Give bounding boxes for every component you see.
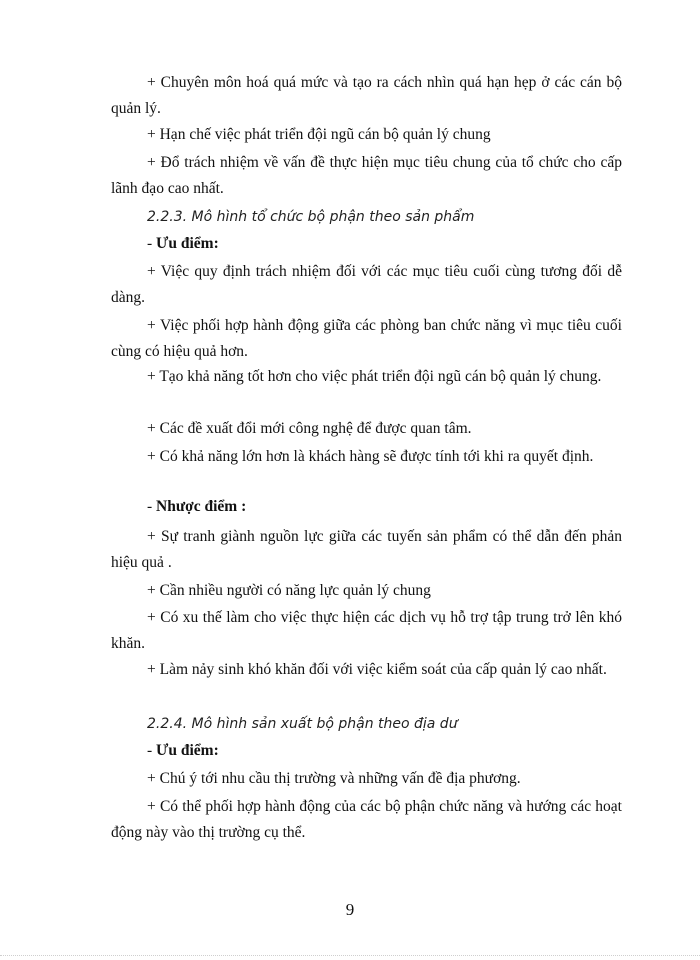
paragraph: + Có thể phối hợp hành động của các bộ phận chức năng và hướng các hoạt động này vào thị trường cụ thể. (111, 798, 622, 841)
paragraph: + Cần nhiều người có năng lực quản lý chung (147, 582, 431, 599)
paragraph: + Chuyên môn hoá quá mức và tạo ra cách nhìn quá hạn hẹp ở các cán bộ quản lý. (111, 74, 622, 117)
paragraph: + Chú ý tới nhu cầu thị trường và những vấn đề địa phương. (147, 770, 521, 787)
paragraph: + Hạn chế việc phát triển đội ngũ cán bộ quản lý chung (147, 126, 491, 143)
subsection-label (147, 233, 219, 255)
paragraph: + Sự tranh giành nguồn lực giữa các tuyến sản phẩm có thể dẫn đến phản hiệu quả . (111, 528, 622, 571)
dash: - (147, 498, 153, 515)
paragraph: + Làm nảy sinh khó khăn đối với việc kiểm soát của cấp quản lý cao nhất. (147, 661, 607, 678)
label-text: Ưu điểm: (156, 235, 219, 252)
paragraph: + Có xu thế làm cho việc thực hiện các dịch vụ hỗ trợ tập trung trở lên khó khăn. (111, 609, 622, 652)
label-text: Ưu điểm: (156, 742, 219, 759)
paragraph: + Các đề xuất đổi mới công nghệ để được quan tâm. (147, 420, 472, 437)
section-heading: 2.2.3. Mô hình tổ chức bộ phận theo sản phẩm (147, 209, 475, 225)
paragraph: + Tạo khả năng tốt hơn cho việc phát triển đội ngũ cán bộ quản lý chung. (147, 368, 602, 385)
label-text: Nhược điểm : (156, 498, 247, 515)
footer-divider (0, 955, 700, 956)
paragraph: + Có khả năng lớn hơn là khách hàng sẽ được tính tới khi ra quyết định. (147, 448, 594, 465)
section-heading: 2.2.4. Mô hình sản xuất bộ phận theo địa dư (147, 716, 458, 732)
dash: - (147, 235, 153, 252)
paragraph: + Đổ trách nhiệm về vấn đề thực hiện mục tiêu chung của tổ chức cho cấp lãnh đạo cao nhất. (111, 154, 622, 197)
dash: - (147, 742, 153, 759)
subsection-label (147, 496, 246, 518)
page-number: 9 (345, 900, 355, 919)
paragraph: + Việc phối hợp hành động giữa các phòng ban chức năng vì mục tiêu cuối cùng có hiệu quả hơn. (111, 317, 622, 360)
paragraph: + Việc quy định trách nhiệm đối với các mục tiêu cuối cùng tương đối dễ dàng. (111, 263, 622, 306)
subsection-label (147, 740, 219, 762)
